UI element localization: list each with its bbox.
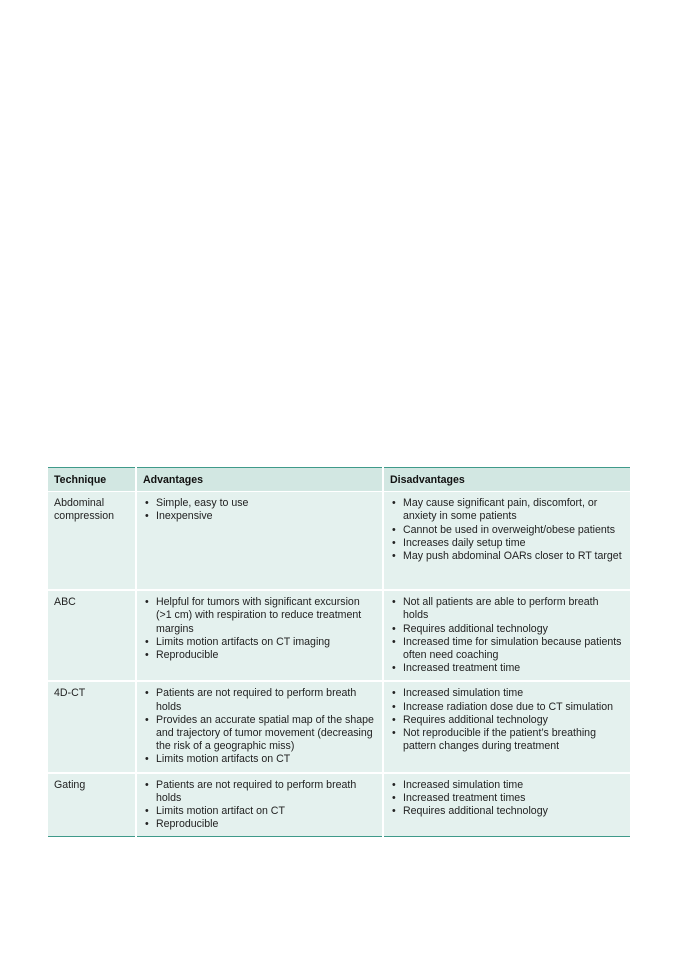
table-row bbox=[48, 773, 630, 837]
list-item: • Requires additional technology bbox=[390, 805, 624, 818]
list-item: • Cannot be used in overweight/obese patients bbox=[390, 524, 624, 537]
header-disadvantages: Disadvantages bbox=[383, 468, 630, 492]
list-item: • Increased simulation time bbox=[390, 687, 624, 700]
list-item: • Provides an accurate spatial map of the shape and trajectory of tumor movement (decreasing the risk of a geographic miss) bbox=[143, 714, 376, 754]
advantages-cell bbox=[136, 681, 383, 772]
list-item: • Increased treatment time bbox=[390, 662, 624, 675]
header-technique: Technique bbox=[48, 468, 136, 492]
list-item: • Reproducible bbox=[143, 818, 376, 831]
list-item: • Increase radiation dose due to CT simulation bbox=[390, 701, 624, 714]
table-header-row bbox=[48, 468, 630, 492]
list-item: • May push abdominal OARs closer to RT target bbox=[390, 550, 624, 563]
list-item: • Helpful for tumors with significant excursion (>1 cm) with respiration to reduce treatment margins bbox=[143, 596, 376, 636]
advantages-list bbox=[143, 687, 376, 766]
list-item: • Requires additional technology bbox=[390, 714, 624, 727]
disadvantages-list bbox=[390, 779, 624, 819]
disadvantages-cell bbox=[383, 590, 630, 681]
list-item: • Increases daily setup time bbox=[390, 537, 624, 550]
list-item: • Increased simulation time bbox=[390, 779, 624, 792]
technique-cell: Abdominal compression bbox=[48, 492, 136, 591]
list-item: • May cause significant pain, discomfort, or anxiety in some patients bbox=[390, 497, 624, 523]
list-item: • Not reproducible if the patient’s breathing pattern changes during treatment bbox=[390, 727, 624, 753]
comparison-table-container bbox=[48, 467, 630, 837]
disadvantages-list bbox=[390, 497, 624, 563]
advantages-list bbox=[143, 779, 376, 832]
disadvantages-list bbox=[390, 687, 624, 753]
disadvantages-list bbox=[390, 596, 624, 675]
technique-cell: Gating bbox=[48, 773, 136, 837]
list-item: • Limits motion artifact on CT bbox=[143, 805, 376, 818]
advantages-cell bbox=[136, 590, 383, 681]
advantages-cell bbox=[136, 773, 383, 837]
table-row bbox=[48, 681, 630, 772]
list-item: • Simple, easy to use bbox=[143, 497, 376, 510]
table-row bbox=[48, 492, 630, 591]
list-item: • Not all patients are able to perform breath holds bbox=[390, 596, 624, 622]
advantages-list bbox=[143, 596, 376, 662]
list-item: • Reproducible bbox=[143, 649, 376, 662]
disadvantages-cell bbox=[383, 681, 630, 772]
list-item: • Limits motion artifacts on CT bbox=[143, 753, 376, 766]
list-item: • Increased treatment times bbox=[390, 792, 624, 805]
list-item: • Increased time for simulation because patients often need coaching bbox=[390, 636, 624, 662]
table-row bbox=[48, 590, 630, 681]
header-advantages: Advantages bbox=[136, 468, 383, 492]
technique-cell: ABC bbox=[48, 590, 136, 681]
technique-cell: 4D-CT bbox=[48, 681, 136, 772]
disadvantages-cell bbox=[383, 492, 630, 591]
advantages-cell bbox=[136, 492, 383, 591]
list-item: • Requires additional technology bbox=[390, 623, 624, 636]
list-item: • Patients are not required to perform breath holds bbox=[143, 779, 376, 805]
disadvantages-cell bbox=[383, 773, 630, 837]
list-item: • Inexpensive bbox=[143, 510, 376, 523]
list-item: • Limits motion artifacts on CT imaging bbox=[143, 636, 376, 649]
advantages-list bbox=[143, 497, 376, 523]
technique-comparison-table bbox=[48, 467, 630, 837]
list-item: • Patients are not required to perform breath holds bbox=[143, 687, 376, 713]
